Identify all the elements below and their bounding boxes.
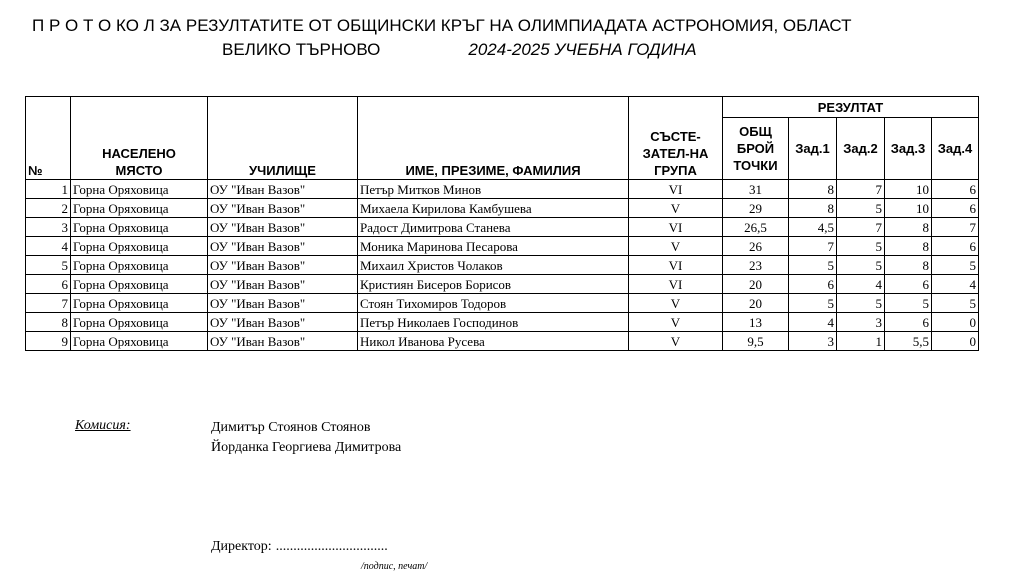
- cell-task-2: 4: [837, 275, 885, 294]
- cell-task-4: 7: [932, 218, 979, 237]
- cell-task-4: 5: [932, 256, 979, 275]
- row-number: 4: [26, 237, 71, 256]
- cell-name: Петър Николаев Господинов: [358, 313, 629, 332]
- table-row: [26, 180, 979, 199]
- header-group: СЪСТЕ-ЗАТЕЛ-НА ГРУПА: [629, 97, 723, 180]
- cell-total-points: 29: [723, 199, 789, 218]
- cell-task-2: 3: [837, 313, 885, 332]
- cell-task-2: 5: [837, 199, 885, 218]
- cell-place: Горна Оряховица: [71, 313, 208, 332]
- table-row: [26, 275, 979, 294]
- cell-name: Никол Иванова Русева: [358, 332, 629, 351]
- header-task-3: Зад.3: [885, 118, 932, 180]
- cell-group: V: [629, 237, 723, 256]
- cell-name: Петър Митков Минов: [358, 180, 629, 199]
- cell-place: Горна Оряховица: [71, 180, 208, 199]
- cell-place: Горна Оряховица: [71, 275, 208, 294]
- cell-task-2: 5: [837, 294, 885, 313]
- cell-school: ОУ "Иван Вазов": [208, 237, 358, 256]
- header-task-1: Зад.1: [789, 118, 837, 180]
- signature-dots: ................................: [275, 539, 388, 554]
- cell-place: Горна Оряховица: [71, 199, 208, 218]
- cell-task-1: 5: [789, 256, 837, 275]
- cell-group: VI: [629, 180, 723, 199]
- cell-school: ОУ "Иван Вазов": [208, 275, 358, 294]
- director-signature-line: [211, 539, 388, 555]
- cell-task-1: 5: [789, 294, 837, 313]
- table-row: [26, 199, 979, 218]
- table-row: [26, 313, 979, 332]
- cell-task-4: 6: [932, 199, 979, 218]
- cell-task-3: 6: [885, 313, 932, 332]
- cell-task-3: 6: [885, 275, 932, 294]
- cell-total-points: 26,5: [723, 218, 789, 237]
- cell-name: Стоян Тихомиров Тодоров: [358, 294, 629, 313]
- row-number: 7: [26, 294, 71, 313]
- cell-task-2: 7: [837, 180, 885, 199]
- cell-total-points: 23: [723, 256, 789, 275]
- cell-task-2: 5: [837, 237, 885, 256]
- cell-task-1: 4,5: [789, 218, 837, 237]
- cell-task-3: 8: [885, 218, 932, 237]
- table-row: [26, 256, 979, 275]
- document-title-line2: [222, 40, 697, 60]
- signature-stamp-note: /подпис, печат/: [361, 561, 428, 572]
- cell-school: ОУ "Иван Вазов": [208, 180, 358, 199]
- cell-task-3: 5: [885, 294, 932, 313]
- cell-task-1: 3: [789, 332, 837, 351]
- region-name: ВЕЛИКО ТЪРНОВО: [222, 40, 381, 59]
- cell-place: Горна Оряховица: [71, 237, 208, 256]
- cell-group: V: [629, 294, 723, 313]
- director-label: Директор:: [211, 539, 272, 554]
- cell-name: Радост Димитрова Станева: [358, 218, 629, 237]
- header-result: РЕЗУЛТАТ: [723, 97, 979, 118]
- cell-task-2: 5: [837, 256, 885, 275]
- cell-name: Михаил Христов Чолаков: [358, 256, 629, 275]
- row-number: 6: [26, 275, 71, 294]
- cell-school: ОУ "Иван Вазов": [208, 332, 358, 351]
- header-place: НАСЕЛЕНО МЯСТО: [71, 97, 208, 180]
- header-number: №: [26, 97, 71, 180]
- cell-total-points: 20: [723, 294, 789, 313]
- results-body: [26, 180, 979, 351]
- header-total-points: ОБЩ БРОЙ ТОЧКИ: [723, 118, 789, 180]
- cell-group: VI: [629, 256, 723, 275]
- cell-name: Михаела Кирилова Камбушева: [358, 199, 629, 218]
- row-number: 5: [26, 256, 71, 275]
- row-number: 8: [26, 313, 71, 332]
- row-number: 2: [26, 199, 71, 218]
- cell-task-4: 5: [932, 294, 979, 313]
- cell-task-3: 10: [885, 199, 932, 218]
- cell-task-2: 7: [837, 218, 885, 237]
- cell-place: Горна Оряховица: [71, 256, 208, 275]
- cell-group: V: [629, 332, 723, 351]
- results-table: [25, 96, 979, 351]
- cell-task-1: 4: [789, 313, 837, 332]
- cell-school: ОУ "Иван Вазов": [208, 199, 358, 218]
- cell-task-1: 8: [789, 199, 837, 218]
- header-task-4: Зад.4: [932, 118, 979, 180]
- cell-task-4: 6: [932, 180, 979, 199]
- cell-task-3: 5,5: [885, 332, 932, 351]
- cell-total-points: 26: [723, 237, 789, 256]
- cell-task-1: 6: [789, 275, 837, 294]
- cell-group: VI: [629, 218, 723, 237]
- cell-total-points: 20: [723, 275, 789, 294]
- cell-task-4: 6: [932, 237, 979, 256]
- cell-task-3: 10: [885, 180, 932, 199]
- cell-task-3: 8: [885, 237, 932, 256]
- cell-school: ОУ "Иван Вазов": [208, 313, 358, 332]
- cell-place: Горна Оряховица: [71, 294, 208, 313]
- cell-place: Горна Оряховица: [71, 332, 208, 351]
- cell-place: Горна Оряховица: [71, 218, 208, 237]
- header-name: ИМЕ, ПРЕЗИМЕ, ФАМИЛИЯ: [358, 97, 629, 180]
- table-row: [26, 237, 979, 256]
- cell-school: ОУ "Иван Вазов": [208, 218, 358, 237]
- document-title-line1: П Р О Т О КО Л ЗА РЕЗУЛТАТИТЕ ОТ ОБЩИНСКИ КРЪГ НА ОЛИМПИАДАТА АСТРОНОМИЯ, ОБЛАСТ: [32, 16, 852, 35]
- cell-group: VI: [629, 275, 723, 294]
- cell-total-points: 9,5: [723, 332, 789, 351]
- table-row: [26, 294, 979, 313]
- cell-task-4: 4: [932, 275, 979, 294]
- cell-task-2: 1: [837, 332, 885, 351]
- cell-group: V: [629, 199, 723, 218]
- commission-member: Димитър Стоянов Стоянов: [211, 420, 371, 435]
- cell-task-4: 0: [932, 332, 979, 351]
- header-task-2: Зад.2: [837, 118, 885, 180]
- commission-label: Комисия:: [75, 418, 131, 433]
- cell-school: ОУ "Иван Вазов": [208, 294, 358, 313]
- row-number: 3: [26, 218, 71, 237]
- commission-members: [211, 418, 401, 458]
- cell-school: ОУ "Иван Вазов": [208, 256, 358, 275]
- cell-total-points: 31: [723, 180, 789, 199]
- cell-task-1: 8: [789, 180, 837, 199]
- header-school: УЧИЛИЩЕ: [208, 97, 358, 180]
- cell-name: Моника Маринова Песарова: [358, 237, 629, 256]
- row-number: 1: [26, 180, 71, 199]
- table-row: [26, 218, 979, 237]
- cell-task-3: 8: [885, 256, 932, 275]
- cell-group: V: [629, 313, 723, 332]
- school-year: 2024-2025 УЧЕБНА ГОДИНА: [468, 40, 697, 59]
- cell-total-points: 13: [723, 313, 789, 332]
- table-row: [26, 332, 979, 351]
- cell-task-4: 0: [932, 313, 979, 332]
- commission-member: Йорданка Георгиева Димитрова: [211, 440, 402, 455]
- cell-task-1: 7: [789, 237, 837, 256]
- row-number: 9: [26, 332, 71, 351]
- cell-name: Кристиян Бисеров Борисов: [358, 275, 629, 294]
